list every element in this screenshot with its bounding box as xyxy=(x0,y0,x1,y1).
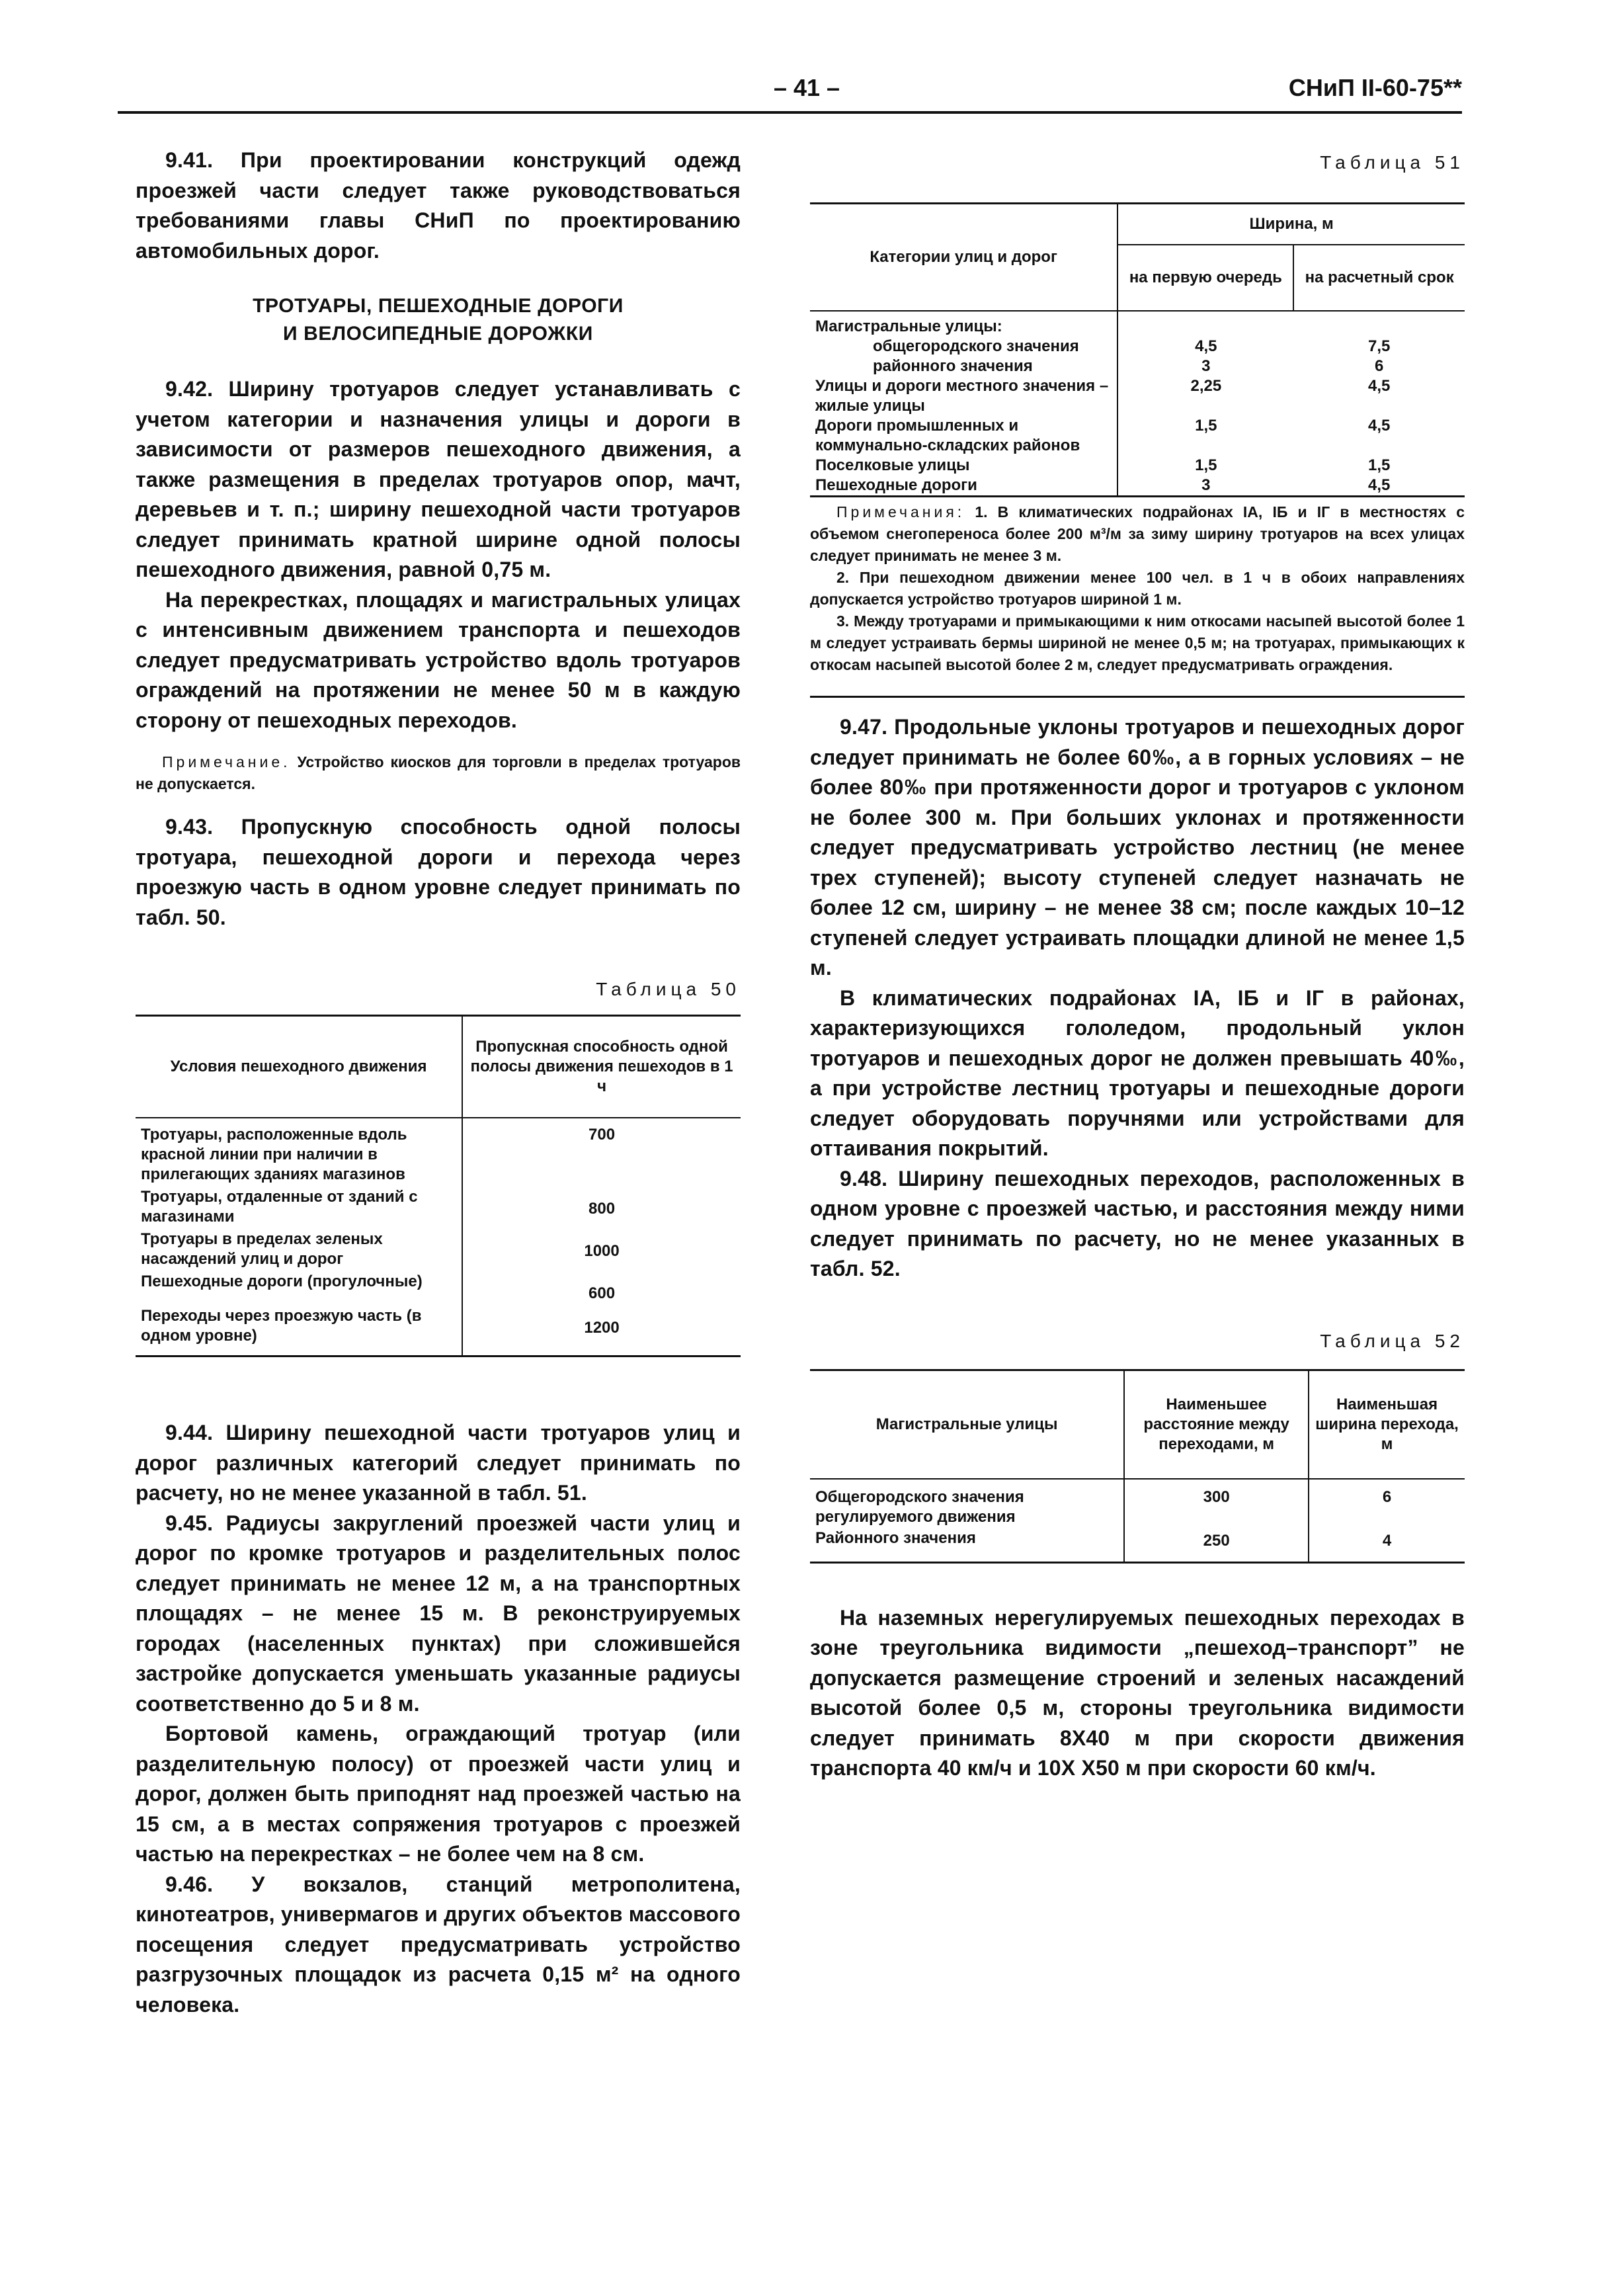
table-50-cell-capacity: 800 xyxy=(462,1185,741,1227)
table-50-header-capacity: Пропускная способность одной полосы движения пешеходов в 1 ч xyxy=(462,1016,741,1118)
table-50-body xyxy=(136,1118,741,1356)
paragraph-9-48 xyxy=(810,1164,1465,1284)
paragraph-text: Пропускную способность одной полосы тротуара, пешеходной дороги и перехода через проезжую часть в одном уровне следует принимать по табл. 50. xyxy=(136,815,741,929)
paragraph-number: 9.45. xyxy=(165,1511,214,1535)
paragraph-text: Ширину пешеходных переходов, расположенных в одном уровне с проезжей частью, и расстояния между ними следует принимать по расчету, но не менее указанных в табл. 52. xyxy=(810,1166,1465,1280)
table-row xyxy=(810,416,1465,456)
paragraph-9-43 xyxy=(136,812,741,933)
table-50-caption: Таблица 50 xyxy=(596,979,741,999)
table-50-cell-condition: Тротуары, отдаленные от зданий с магазинами xyxy=(141,1188,418,1226)
table-52-cell-street: Общегородского значения регулируемого движения xyxy=(815,1487,1024,1526)
table-row xyxy=(810,337,1465,356)
paragraph-9-47 xyxy=(810,712,1465,983)
table-51-cell-category: районного значения xyxy=(873,357,1033,375)
table-52 xyxy=(810,1369,1465,1564)
table-52-header-streets: Магистральные улицы xyxy=(810,1370,1124,1479)
section-divider xyxy=(810,696,1465,698)
note-text: 1. В климатических подрайонах IА, IБ и IГ в местностях с объемом снегопереноса более 200 м³/м за зиму ширину тротуаров на всех улицах следует принимать не менее 3 м. xyxy=(810,503,1465,564)
right-column xyxy=(810,146,1465,1784)
table-51-caption: Таблица 51 xyxy=(1320,152,1465,173)
table-52-cell-street: Районного значения xyxy=(810,1527,1124,1563)
table-51-cell-calculated-term: 6 xyxy=(1375,357,1384,375)
table-row xyxy=(810,1527,1465,1563)
paragraph-text: При проектировании конструкций одежд проезжей части следует также руководствоваться требованиями главы СНиП по проектированию автомобильных дорог. xyxy=(136,148,741,263)
paragraph-9-47-continued: В климатических подрайонах IА, IБ и IГ в районах, характеризующихся гололедом, продольный уклон тротуаров и пешеходных дорог не должен превышать 40‰, а при устройстве лестниц тротуары и пешеходные дороги следует оборудовать поручнями или устройствами для оттаивания покрытий. xyxy=(810,985,1465,1160)
paragraph-9-45-continued: Бортовой камень, ограждающий тротуар (или разделительную полосу) от проезжей части улиц и дорог, должен быть приподнят над проезжей частью на 15 см, а в местах сопряжения тротуаров с проезжей частью на перекрестках – не более чем на 8 см. xyxy=(136,1722,741,1866)
paragraph-number: 9.44. xyxy=(165,1421,214,1444)
table-50-cell-capacity: 600 xyxy=(462,1269,741,1304)
paragraph-9-42-continued: На перекрестках, площадях и магистральных улицах с интенсивным движением транспорта и пешеходов следует предусматривать устройство вдоль тротуаров ограждений на протяжении не менее 50 м в каждую сторону от пешеходных переходов. xyxy=(136,587,741,732)
table-51-header-width: Ширина, м xyxy=(1117,204,1465,245)
table-51-cell-first-stage: 1,5 xyxy=(1117,416,1293,456)
note-text: Устройство киосков для торговли в пределах тротуаров не допускается. xyxy=(136,753,741,792)
table-51-notes xyxy=(810,501,1465,676)
table-51-cell-category: Пешеходные дороги xyxy=(810,476,1117,497)
table-51-cell-first-stage: 1,5 xyxy=(1117,456,1293,476)
notes-label: Примечания: xyxy=(836,503,965,521)
table-51 xyxy=(810,202,1465,497)
table-51-note-2: 2. При пешеходном движении менее 100 чел. в 1 ч в обоих направлениях допускается устройство тротуаров шириной 1 м. xyxy=(810,569,1465,608)
table-50-cell-capacity: 1200 xyxy=(462,1304,741,1356)
document-code: СНиП II-60-75** xyxy=(1288,74,1462,101)
table-row xyxy=(136,1185,741,1227)
table-51-cell-first-stage: 3 xyxy=(1117,476,1293,497)
table-51-cell-category: общегородского значения xyxy=(873,337,1079,355)
table-52-body xyxy=(810,1479,1465,1563)
table-52-cell-width: 4 xyxy=(1309,1527,1465,1563)
paragraph-number: 9.46. xyxy=(165,1872,214,1896)
table-row xyxy=(136,1269,741,1304)
table-row xyxy=(810,376,1465,416)
paragraph-9-45 xyxy=(136,1509,741,1720)
table-51-cell-category: Поселковые улицы xyxy=(815,456,970,474)
section-heading-line-2: И ВЕЛОСИПЕДНЫЕ ДОРОЖКИ xyxy=(283,323,593,345)
table-52-cell-width: 6 xyxy=(1309,1479,1465,1527)
paragraph-9-41 xyxy=(136,146,741,266)
paragraph-number: 9.47. xyxy=(840,715,888,739)
table-50-cell-condition: Пешеходные дороги (прогулочные) xyxy=(141,1273,423,1290)
table-51-cell-calculated-term: 4,5 xyxy=(1367,417,1391,435)
table-50-cell-condition: Тротуары, расположенные вдоль красной линии при наличии в прилегающих зданиях магазинов xyxy=(141,1126,407,1183)
table-51-note-1 xyxy=(810,501,1465,567)
table-row xyxy=(810,311,1465,337)
table-51-cell-calculated-term: 4,5 xyxy=(1367,377,1391,395)
table-50-cell-capacity: 700 xyxy=(462,1118,741,1185)
left-column xyxy=(136,146,741,2020)
table-51-cell-category: Дороги промышленных и коммунально-складских районов xyxy=(815,417,1080,454)
paragraph-number: 9.48. xyxy=(840,1166,888,1190)
paragraph-text: У вокзалов, станций метрополитена, кинотеатров, универмагов и других объектов массового посещения следует предусматривать устройство разгрузочных площадок из расчета 0,15 м² на одного человека. xyxy=(136,1872,741,2017)
table-51-header-first-stage: на первую очередь xyxy=(1117,245,1293,311)
paragraph-9-46 xyxy=(136,1870,741,2021)
paragraph-crossings-visibility: На наземных нерегулируемых пешеходных переходах в зоне треугольника видимости „пешеход–транспорт” не допускается размещение строений и зеленых насаждений высотой более 0,5 м, стороны треугольника видимости следует принимать 8Х40 м при скорости движения транспорта 40 км/ч и 10Х Х50 м при скорости 60 км/ч. xyxy=(810,1605,1465,1780)
table-51-cell-first-stage: 4,5 xyxy=(1117,337,1293,356)
paragraph-text: Радиусы закруглений проезжей части улиц и дорог по кромке тротуаров и разделительных полос следует принимать не менее 12 м, а на транспортных площадях – не менее 15 м. В реконструируемых городах (населенных пунктах) при сложившейся застройке допускается уменьшать указанные радиусы соответственно до 5 и 8 м. xyxy=(136,1511,741,1716)
paragraph-number: 9.43. xyxy=(165,815,214,839)
table-row xyxy=(810,1479,1465,1527)
section-heading-line-1: ТРОТУАРЫ, ПЕШЕХОДНЫЕ ДОРОГИ xyxy=(253,295,624,317)
table-51-header-category: Категории улиц и дорог xyxy=(810,204,1117,312)
table-51-cell-first-stage xyxy=(1117,311,1293,337)
paragraph-text: Ширину пешеходной части тротуаров улиц и дорог различных категорий следует принимать по расчету, но не менее указанной в табл. 51. xyxy=(136,1421,741,1505)
page-number: – 41 – xyxy=(773,74,840,101)
paragraph-number: 9.41. xyxy=(165,148,214,172)
table-51-cell-calculated-term: 7,5 xyxy=(1367,337,1391,355)
table-51-body xyxy=(810,311,1465,497)
table-51-cell-calculated-term: 1,5 xyxy=(1367,456,1391,474)
table-52-cell-distance: 300 xyxy=(1124,1479,1309,1527)
table-52-caption: Таблица 52 xyxy=(1320,1330,1465,1351)
note-label: Примечание. xyxy=(162,753,291,771)
table-50 xyxy=(136,1015,741,1357)
table-51-cell-first-stage: 2,25 xyxy=(1117,376,1293,416)
table-50-header-conditions: Условия пешеходного движения xyxy=(136,1016,462,1118)
note-kiosks xyxy=(136,751,741,795)
table-row xyxy=(810,356,1465,376)
paragraph-number: 9.42. xyxy=(165,377,214,401)
section-heading xyxy=(136,292,741,348)
table-51-header-calculated-term: на расчетный срок xyxy=(1293,245,1465,311)
paragraph-9-44 xyxy=(136,1418,741,1509)
paragraph-text: Продольные уклоны тротуаров и пешеходных дорог следует принимать не более 60‰, а в горных условиях – не более 80‰ при протяженности дорог и тротуаров с уклоном не более 300 м. При больших уклонах и протяженности следует предусматривать устройство лестниц (не менее трех ступеней); высоту ступеней следует назначать не более 12 см, ширину – не менее 38 см; после каждых 10–12 ступеней следует устраивать площадки длиной не менее 1,5 м. xyxy=(810,715,1465,980)
table-52-cell-distance: 250 xyxy=(1124,1527,1309,1563)
table-row xyxy=(810,476,1465,497)
table-50-cell-capacity: 1000 xyxy=(462,1227,741,1269)
table-51-cell-category: Магистральные улицы: xyxy=(815,317,1002,335)
table-row xyxy=(136,1304,741,1356)
paragraph-9-42 xyxy=(136,374,741,585)
table-52-header-distance: Наименьшее расстояние между переходами, м xyxy=(1124,1370,1309,1479)
table-51-cell-calculated-term: 4,5 xyxy=(1293,476,1465,497)
table-51-cell-first-stage: 3 xyxy=(1117,356,1293,376)
table-50-cell-condition: Тротуары в пределах зеленых насаждений улиц и дорог xyxy=(141,1230,383,1268)
table-50-cell-condition: Переходы через проезжую часть (в одном уровне) xyxy=(136,1304,462,1356)
table-51-note-3: 3. Между тротуарами и примыкающими к ним откосами насыпей высотой более 1 м следует устраивать бермы шириной не менее 0,5 м; на тротуарах, примыкающих к откосам насыпей высотой более 2 м, следует предусматривать ограждения. xyxy=(810,612,1465,673)
table-52-header-width: Наименьшая ширина перехода, м xyxy=(1309,1370,1465,1479)
header-rule xyxy=(118,111,1462,114)
table-row xyxy=(136,1118,741,1185)
table-51-cell-category: Улицы и дороги местного значения – жилые улицы xyxy=(815,377,1109,415)
table-51-cell-calculated-term xyxy=(1293,311,1465,337)
table-row xyxy=(136,1227,741,1269)
table-row xyxy=(810,456,1465,476)
paragraph-text: Ширину тротуаров следует устанавливать с учетом категории и назначения улицы и дороги в зависимости от размеров пешеходного движения, а также размещения в пределах тротуаров опор, мачт, деревьев и т. п.; ширину пешеходной части тротуаров следует принимать кратной ширине одной полосы пешеходного движения, равной 0,75 м. xyxy=(136,377,741,581)
